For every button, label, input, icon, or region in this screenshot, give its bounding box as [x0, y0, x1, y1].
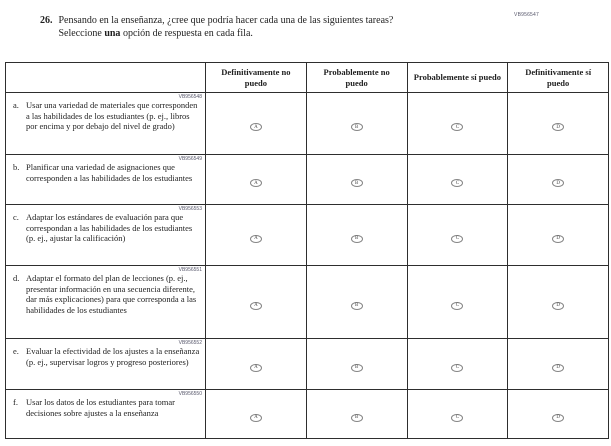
- option-cell: [306, 266, 407, 339]
- row-letter: c.: [13, 212, 19, 222]
- option-cell: [407, 93, 508, 155]
- option-cell: [508, 390, 609, 439]
- radio-bubble-a[interactable]: [250, 364, 262, 372]
- bubble-letter: D: [556, 415, 560, 421]
- question-instruction: [59, 28, 253, 39]
- instruction-emphasis: una: [104, 27, 121, 39]
- row-stem: [6, 93, 206, 155]
- bubble-letter: A: [254, 180, 258, 186]
- radio-bubble-a[interactable]: [250, 302, 262, 310]
- radio-bubble-d[interactable]: [552, 179, 564, 187]
- row-code: VB956553: [178, 206, 202, 212]
- radio-bubble-a[interactable]: [250, 235, 262, 243]
- table-row: [6, 390, 609, 439]
- option-cell: [206, 205, 307, 266]
- option-cell: [407, 205, 508, 266]
- bubble-letter: B: [354, 303, 359, 309]
- bubble-letter: A: [254, 236, 258, 242]
- row-code: VB956552: [178, 340, 202, 346]
- row-code: VB956549: [178, 156, 202, 162]
- bubble-letter: B: [354, 365, 359, 371]
- row-letter: b.: [13, 162, 20, 172]
- row-letter: d.: [13, 273, 20, 283]
- option-cell: [206, 339, 307, 390]
- radio-bubble-d[interactable]: [552, 123, 564, 131]
- radio-bubble-c[interactable]: [451, 414, 463, 422]
- radio-bubble-b[interactable]: [351, 235, 363, 243]
- header-row: [6, 63, 609, 93]
- radio-bubble-c[interactable]: [451, 179, 463, 187]
- question-number: 26.: [40, 15, 53, 26]
- question-body: [59, 15, 511, 40]
- bubble-letter: C: [455, 180, 460, 186]
- radio-bubble-b[interactable]: [351, 179, 363, 187]
- response-matrix: [5, 62, 609, 439]
- column-header-definitely-can: Definitivamente sí puedo: [508, 63, 609, 93]
- row-code: VB956550: [178, 391, 202, 397]
- radio-bubble-b[interactable]: [351, 364, 363, 372]
- option-cell: [206, 93, 307, 155]
- option-cell: [407, 390, 508, 439]
- bubble-letter: D: [556, 236, 560, 242]
- radio-bubble-b[interactable]: [351, 414, 363, 422]
- row-text: Adaptar los estándares de evaluación para que correspondan a las habilidades de los estudiantes (p. ej., ajustar la calificación): [26, 212, 193, 244]
- option-cell: [206, 266, 307, 339]
- bubble-letter: A: [254, 303, 258, 309]
- bubble-letter: A: [254, 124, 258, 130]
- option-cell: [306, 155, 407, 205]
- question-block: [40, 15, 510, 40]
- option-cell: [306, 390, 407, 439]
- form-code: VB956547: [514, 12, 539, 18]
- option-cell: [206, 390, 307, 439]
- table-row: [6, 155, 609, 205]
- row-text: Usar los datos de los estudiantes para tomar decisiones sobre ajustes a la enseñanza: [26, 397, 175, 418]
- table-row: [6, 339, 609, 390]
- row-stem: [6, 266, 206, 339]
- instruction-pre: Seleccione: [58, 27, 105, 39]
- bubble-letter: A: [254, 415, 258, 421]
- bubble-letter: B: [354, 415, 359, 421]
- radio-bubble-d[interactable]: [552, 302, 564, 310]
- row-text: Evaluar la efectividad de los ajustes a la enseñanza (p. ej., supervisar logros y progreso posteriores): [26, 346, 200, 367]
- bubble-letter: D: [556, 124, 560, 130]
- column-header-probably-cannot: Probablemente no puedo: [306, 63, 407, 93]
- bubble-letter: C: [455, 365, 460, 371]
- radio-bubble-b[interactable]: [351, 123, 363, 131]
- option-cell: [306, 205, 407, 266]
- bubble-letter: D: [556, 365, 560, 371]
- option-cell: [306, 339, 407, 390]
- stem-header-cell: [6, 63, 206, 93]
- table-row: [6, 266, 609, 339]
- option-cell: [508, 205, 609, 266]
- option-cell: [306, 93, 407, 155]
- bubble-letter: C: [455, 124, 460, 130]
- row-stem: [6, 339, 206, 390]
- radio-bubble-d[interactable]: [552, 414, 564, 422]
- table-row: [6, 205, 609, 266]
- option-cell: [407, 155, 508, 205]
- row-text: Adaptar el formato del plan de lecciones (p. ej., presentar información en una secuencia diferente, dar más explicaciones) para que corresponda a las habilidades de los estudiantes: [26, 273, 197, 315]
- row-letter: e.: [13, 346, 19, 356]
- radio-bubble-c[interactable]: [451, 364, 463, 372]
- radio-bubble-c[interactable]: [451, 235, 463, 243]
- option-cell: [508, 155, 609, 205]
- radio-bubble-b[interactable]: [351, 302, 363, 310]
- row-code: VB956548: [178, 94, 202, 100]
- row-letter: f.: [13, 397, 18, 407]
- option-cell: [508, 93, 609, 155]
- row-stem: [6, 390, 206, 439]
- bubble-letter: C: [455, 303, 460, 309]
- radio-bubble-a[interactable]: [250, 414, 262, 422]
- radio-bubble-d[interactable]: [552, 364, 564, 372]
- row-stem: [6, 205, 206, 266]
- column-header-definitely-cannot: Definitivamente no puedo: [206, 63, 307, 93]
- bubble-letter: D: [556, 180, 560, 186]
- bubble-letter: C: [455, 415, 460, 421]
- bubble-letter: D: [556, 303, 560, 309]
- option-cell: [407, 266, 508, 339]
- radio-bubble-c[interactable]: [451, 123, 463, 131]
- radio-bubble-d[interactable]: [552, 235, 564, 243]
- bubble-letter: B: [354, 236, 359, 242]
- option-cell: [206, 155, 307, 205]
- row-letter: a.: [13, 100, 19, 110]
- column-header-probably-can: Probablemente sí puedo: [407, 63, 508, 93]
- instruction-post: opción de respuesta en cada fila.: [120, 27, 253, 39]
- bubble-letter: B: [354, 180, 359, 186]
- table-row: [6, 93, 609, 155]
- bubble-letter: B: [354, 124, 359, 130]
- radio-bubble-a[interactable]: [250, 179, 262, 187]
- option-cell: [508, 266, 609, 339]
- option-cell: [508, 339, 609, 390]
- bubble-letter: A: [254, 365, 258, 371]
- row-stem: [6, 155, 206, 205]
- option-cell: [407, 339, 508, 390]
- row-text: Usar una variedad de materiales que corresponden a las habilidades de los estudiantes (p. ej., libros por encima y por debajo del nivel de grado): [26, 100, 198, 132]
- row-text: Planificar una variedad de asignaciones que corresponden a las habilidades de los estudiantes: [26, 162, 193, 183]
- row-code: VB956551: [178, 267, 202, 273]
- bubble-letter: C: [455, 236, 460, 242]
- question-prompt: Pensando en la enseñanza, ¿cree que podría hacer cada una de las siguientes tareas?: [58, 15, 394, 26]
- radio-bubble-c[interactable]: [451, 302, 463, 310]
- radio-bubble-a[interactable]: [250, 123, 262, 131]
